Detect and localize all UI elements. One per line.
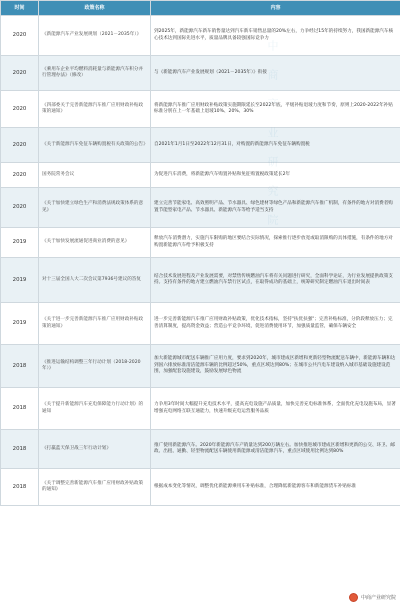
table-row	[1, 258, 400, 303]
policy-name-cell: 《四部委关于完善新能源汽车推广应用财政补贴政策的通知》	[39, 91, 151, 128]
content-cell: 将新能源汽车推广应用财政补贴政策实施期限延长至2022年底，平缓补贴退坡力度和节奏，原则上2020-2022年补贴标准分别在上一年基础上退坡10%、20%、30%	[151, 91, 400, 128]
table-row	[1, 91, 400, 128]
content-cell: 进一步完善新能源汽车推广应用财政补贴政策，优化技术指标，坚持"扶优扶强"；完善补贴标准，分阶段释放压力；完善清算制度，提高资金效益；营造公平竞争环境，促进消费使用环节，加强质量监管，确保车辆安全	[151, 303, 400, 345]
table-row	[1, 56, 400, 91]
year-cell: 2020	[1, 91, 39, 128]
logo-text: 中商产业研究院	[360, 595, 396, 601]
policy-name-cell: 国务院常务会议	[39, 163, 151, 188]
footer-logo	[349, 593, 396, 602]
year-cell: 2020	[1, 56, 39, 91]
policy-name-cell: 《关于提升新能源汽车充电保障能力行动计划》的通知	[39, 388, 151, 430]
policy-name-cell: 《新能源汽车产业发展规划（2021－2035年）》	[39, 16, 151, 56]
table-row	[1, 345, 400, 388]
table-row	[1, 430, 400, 469]
year-cell: 2020	[1, 128, 39, 163]
content-cell: 根据成本变化等情况，调整优化新能源乘用车补贴标准，合理降低新能源客车和新能源货车补贴标准	[151, 469, 400, 506]
year-cell: 2020	[1, 188, 39, 228]
content-cell: 建立完善节能家电、高效照明产品、节水器具、绿色建材等绿色产品和新能源汽车推广机制，有条件的地方对消费者购置节能型家电产品、节水器具、新能源汽车等给予适当支持	[151, 188, 400, 228]
content-cell: 推广使用新能源汽车。2020年新能源汽车产销量达到200万辆左右。加快推进城市建成区新增和更新的公交、环卫、邮政、出租、通勤、轻型物流配送车辆使用新能源或清洁能源汽车，重点区域使用比例达到80%	[151, 430, 400, 469]
table-row	[1, 163, 400, 188]
content-cell: 与《新能源汽车产业发展规划（2021－2035年）》衔接	[151, 56, 400, 91]
year-cell: 2020	[1, 163, 39, 188]
year-cell: 2018	[1, 469, 39, 506]
content-cell: 加大新能源城市配送车辆推广应用力度，要求到2020年，城市建成区新增和更新轻型物流配送车辆中，新能源车辆和达到国六排放标准清洁能源车辆的比例超过50%，重点区域达到80%；在城市公共汽电车建设纳入城市基础设施建设范围，加强配套设施建设，鼓励发展绿色物流	[151, 345, 400, 388]
policy-name-cell: 《关于新能源汽车免征车辆购置税有关政策的公告》	[39, 128, 151, 163]
header-year: 时间	[1, 1, 39, 16]
table-row	[1, 128, 400, 163]
table-row	[1, 228, 400, 258]
policy-name-cell: 《推进运输结构调整三年行动计划（2018-2020年）》	[39, 345, 151, 388]
year-cell: 2019	[1, 303, 39, 345]
policy-name-cell: 《关于进一步完善新能源汽车推广应用财政补贴政策的通知》	[39, 303, 151, 345]
year-cell: 2018	[1, 430, 39, 469]
year-cell: 2018	[1, 388, 39, 430]
year-cell: 2019	[1, 228, 39, 258]
policy-name-cell: 《关于加快发展流通促进商业消费的意见》	[39, 228, 151, 258]
header-policy-name: 政策名称	[39, 1, 151, 16]
logo-mark-icon	[349, 593, 358, 602]
table-row	[1, 388, 400, 430]
table-row	[1, 303, 400, 345]
table-row	[1, 16, 400, 56]
content-cell: 为促进汽车消费，将新能源汽车购置补贴和免征购置税政策延长2年	[151, 163, 400, 188]
policy-name-cell: 《关于加快建立绿色生产和消费法规政策体系的意见》	[39, 188, 151, 228]
content-cell: 结合技术发展进程及产业发展需要，对禁售传统燃油汽车将有关问题进行研究，全面科学论证，为行业发展提供政策支持。支持有条件的地方建立燃油汽车禁行区试点，在取得成功的基础上，统筹研究制定燃油汽车退出时间表	[151, 258, 400, 303]
content-cell: 力争用3年时间大幅提升充电技术水平，提高充电设施产品质量，加快完善充电标准体系，全面优化充电设施布局，显著增强充电网络互联互通能力，快速升级充电运营服务品质	[151, 388, 400, 430]
policy-name-cell: 《打赢蓝天保卫战三年行动计划》	[39, 430, 151, 469]
year-cell: 2020	[1, 16, 39, 56]
table-header-row	[1, 1, 400, 16]
header-content: 内容	[151, 1, 400, 16]
content-cell: 到2025年，新能源汽车新车销售量达到汽车新车销售总量的20%左右，力争经过15年的持续努力，我国新能源汽车核心技术达到国际先进水平，质量品牌具备较强国际竞争力	[151, 16, 400, 56]
policy-name-cell: 《关于调整完善新能源汽车推广应用财政补贴政策的通知》	[39, 469, 151, 506]
year-cell: 2019	[1, 258, 39, 303]
policy-name-cell: 对十三届全国人大二次会议第7936号建议的答复	[39, 258, 151, 303]
content-cell: 自2021年1月1日至2022年12月31日，对购置的新能源汽车免征车辆购置税	[151, 128, 400, 163]
content-cell: 释放汽车消费潜力，实施汽车限购的地区要结合实际情况，探索推行逐步放宽或取消限购的具体措施，有条件的地方对购置新能源汽车给予积极支持	[151, 228, 400, 258]
policy-name-cell: 《乘用车企业平均燃料消耗量与新能源汽车积分并行管理办法》（修改）	[39, 56, 151, 91]
year-cell: 2018	[1, 345, 39, 388]
table-row	[1, 469, 400, 506]
table-row	[1, 188, 400, 228]
